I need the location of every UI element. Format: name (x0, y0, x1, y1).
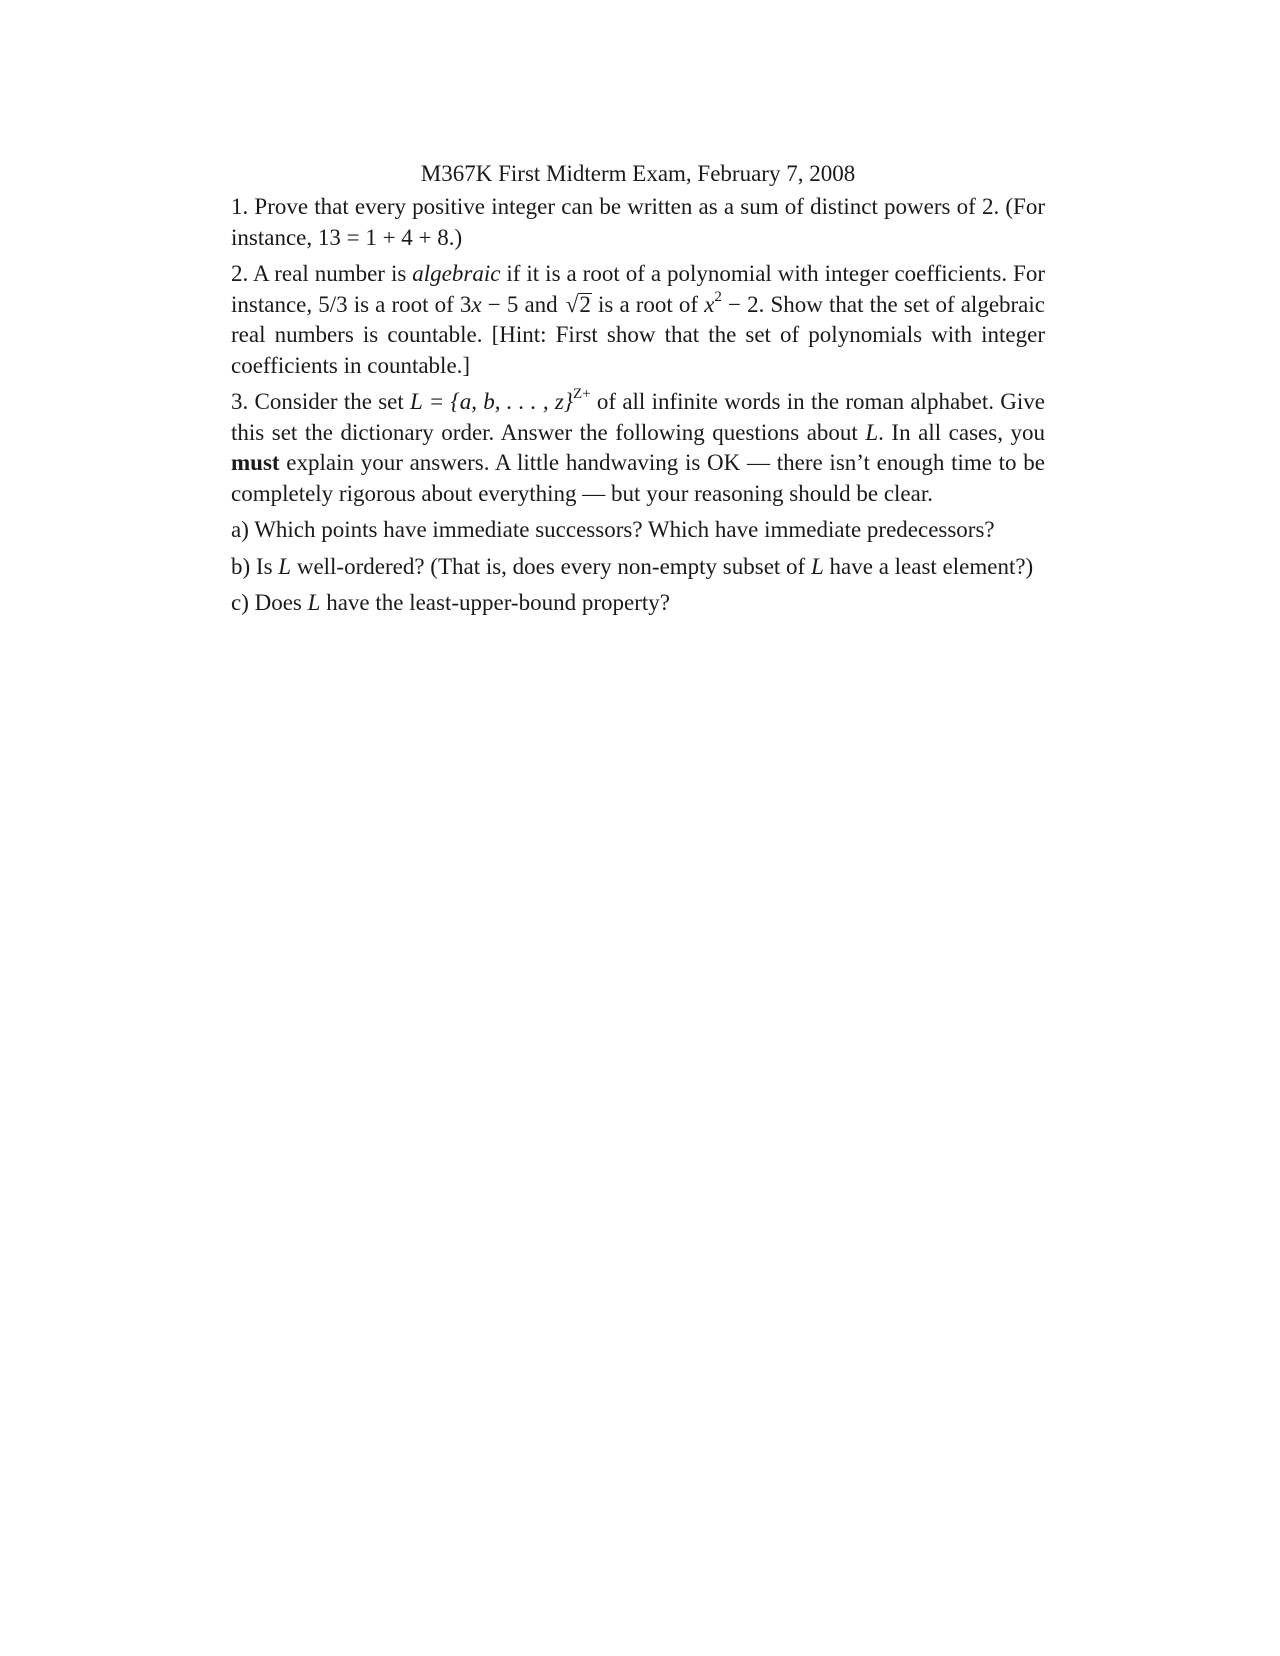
question-1-text: 1. Prove that every positive integer can be written as a sum of distinct powers of 2. (For instance, 13 = 1 + 4 + 8.) (231, 194, 1045, 250)
question-3a (231, 515, 1045, 546)
question-3-set-expr: = {a, b, . . . , z} (422, 389, 573, 414)
question-3a-text: a) Which points have immediate successors? Which have immediate predecessors? (231, 517, 995, 542)
question-2-exponent: 2 (714, 288, 722, 305)
question-3b-L1: L (278, 553, 292, 579)
question-3-lead: 3. Consider the set (231, 389, 411, 414)
question-2-var-x2: x (704, 291, 715, 317)
question-3b-mid: well-ordered? (That is, does every non-empty subset of (291, 553, 811, 579)
question-2 (231, 259, 1045, 381)
question-3-mid2: . In all cases, you (878, 419, 1045, 445)
question-3-set-L: L (410, 389, 423, 414)
sqrt-two (564, 290, 592, 321)
exam-sheet (231, 158, 1045, 625)
question-3b-lead: b) Is (231, 553, 279, 579)
question-2-mid: if it is a root of a polynomial with integer coefficients. For instance, 5/3 is a root of 3 (231, 261, 1045, 317)
question-3c-L: L (307, 590, 321, 615)
exam-title: M367K First Midterm Exam, February 7, 2008 (420, 161, 856, 186)
question-3b-L2: L (810, 553, 824, 579)
question-3-must: must (231, 450, 280, 475)
question-3 (231, 387, 1045, 509)
question-2-after-sqrt: is a root of (591, 291, 705, 317)
question-3c (231, 588, 1045, 619)
question-2-tail: − 2. Show that the set of algebraic real numbers is countable. [Hint: First show that the set of polynomials with integer coefficients in countable.] (231, 291, 1045, 378)
question-1 (231, 192, 1045, 253)
question-3-mid: of all infinite words in the roman alphabet. Give this set the dictionary order. Answer the following questions about (231, 389, 1045, 445)
question-3b (231, 552, 1045, 583)
sqrt-sign: √ (565, 291, 579, 317)
question-2-var-x1: x (471, 291, 482, 317)
question-3b-tail: have a least element?) (823, 553, 1034, 579)
question-2-term: algebraic (412, 261, 501, 286)
question-3c-lead: c) Does (231, 590, 308, 615)
question-3c-tail: have the least-upper-bound property? (320, 590, 670, 615)
question-2-lead: 2. A real number is (231, 261, 413, 286)
question-3-set-exponent: Z+ (573, 386, 591, 403)
question-3-L-ref: L (865, 419, 879, 445)
question-3-tail: explain your answers. A little handwaving is OK — there isn’t enough time to be completely rigorous about everything — but your reasoning should be clear. (231, 450, 1045, 506)
question-2-after-x1: − 5 and (481, 291, 564, 317)
sqrt-radicand: 2 (579, 291, 591, 317)
